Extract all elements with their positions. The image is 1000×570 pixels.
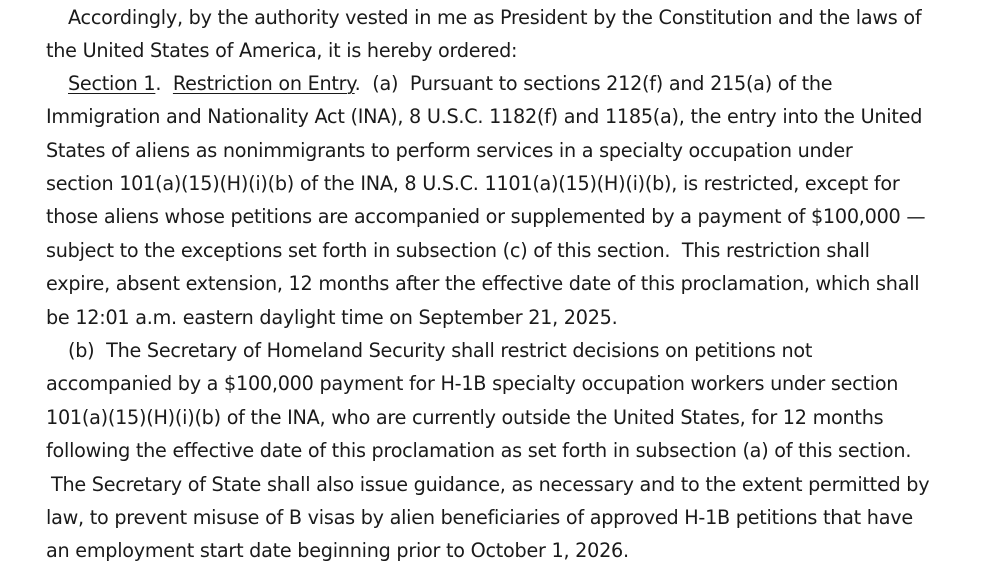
subsection-b-line: an employment start date beginning prior to October 1, 2026. [46, 539, 629, 562]
section-1-line: section 101(a)(15)(H)(i)(b) of the INA, 8 U.S.C. 1101(a)(15)(H)(i)(b), is restricted, except for [46, 172, 900, 195]
ordered-line-2: the United States of America, it is hereby ordered: [46, 39, 518, 62]
section-heading: Section 1 [68, 72, 156, 95]
section-1-line: Immigration and Nationality Act (INA), 8 U.S.C. 1182(f) and 1185(a), the entry into the United [46, 105, 923, 128]
section-title: Restriction on Entry [172, 72, 355, 95]
ordered-line-1: Accordingly, by the authority vested in me as President by the Constitution and the laws of [68, 6, 922, 29]
section-heading-separator: . [155, 72, 173, 95]
subsection-b-line: (b) The Secretary of Homeland Security shall restrict decisions on petitions not [68, 339, 813, 362]
section-1-line: expire, absent extension, 12 months after the effective date of this proclamation, which shall [46, 272, 920, 295]
section-1-line: be 12:01 a.m. eastern daylight time on September 21, 2025. [46, 306, 618, 329]
section-1-line: States of aliens as nonimmigrants to perform services in a specialty occupation under [46, 139, 853, 162]
subsection-b-line: following the effective date of this proclamation as set forth in subsection (a) of this section. [46, 439, 912, 462]
subsection-b-line: accompanied by a $100,000 payment for H-1B specialty occupation workers under section [46, 372, 899, 395]
section-1-line: those aliens whose petitions are accompanied or supplemented by a payment of $100,000 — [46, 205, 926, 228]
subsection-b-line: 101(a)(15)(H)(i)(b) of the INA, who are currently outside the United States, for 12 months [46, 406, 884, 429]
section-1-lead-rest: . (a) Pursuant to sections 212(f) and 215(a) of the [354, 72, 833, 95]
section-1-lead-line [68, 67, 832, 100]
subsection-b-line: The Secretary of State shall also issue guidance, as necessary and to the extent permitted by [51, 473, 930, 496]
section-1-line: subject to the exceptions set forth in subsection (c) of this section. This restriction shall [46, 239, 870, 262]
subsection-b-line: law, to prevent misuse of B visas by alien beneficiaries of approved H-1B petitions that have [46, 506, 913, 529]
